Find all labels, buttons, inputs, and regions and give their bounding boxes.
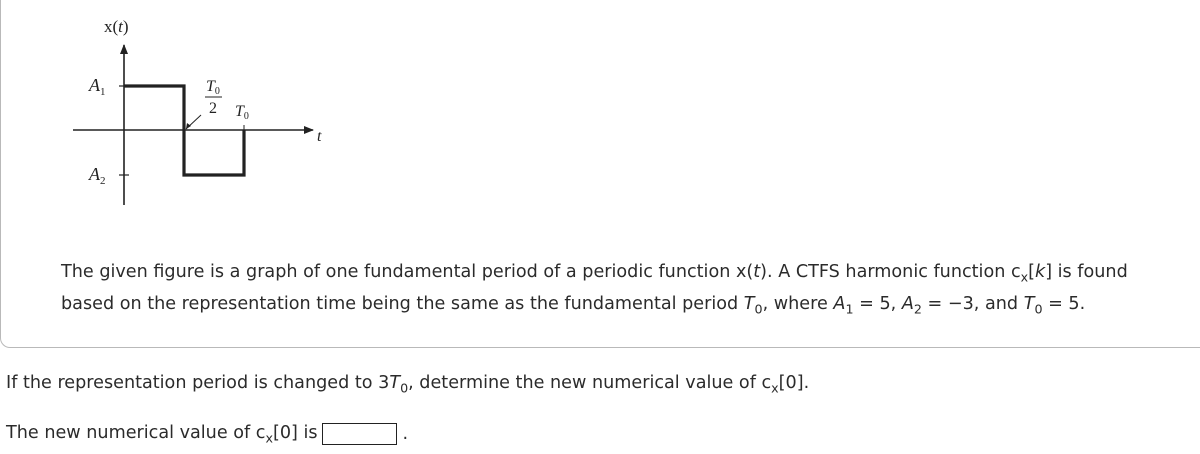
svg-text:T0: T0 (206, 78, 220, 97)
signal-figure (1, 0, 321, 230)
period-label: T0 (235, 103, 249, 122)
t-axis-label: t (317, 128, 322, 145)
answer-input[interactable] (322, 423, 397, 445)
a1-label: $A_1$ (89, 75, 106, 98)
svg-text:2: 2 (209, 100, 217, 117)
answer-prompt: The new numerical value of $c_x[0]$ is (6, 423, 318, 446)
a2-label: $A_2$ (89, 164, 106, 187)
y-axis-label: x(t) (104, 17, 129, 36)
answer-period: . (402, 424, 409, 445)
problem-statement: The given figure is a graph of one fundamental period of a periodic function x(t). A CTFS harmonic function $c_x[k]$ is found based on the representation time being the same as the fundamental period $T_0$, where $A_1 = 5$, $A_2 = -3$, and $T_0 = 5$. (61, 262, 1128, 317)
question-text: If the representation period is changed to $3T_0$, determine the new numerical value of $c_x[0]$. (6, 373, 810, 396)
half-period-label (205, 78, 222, 117)
answer-row (6, 423, 408, 446)
